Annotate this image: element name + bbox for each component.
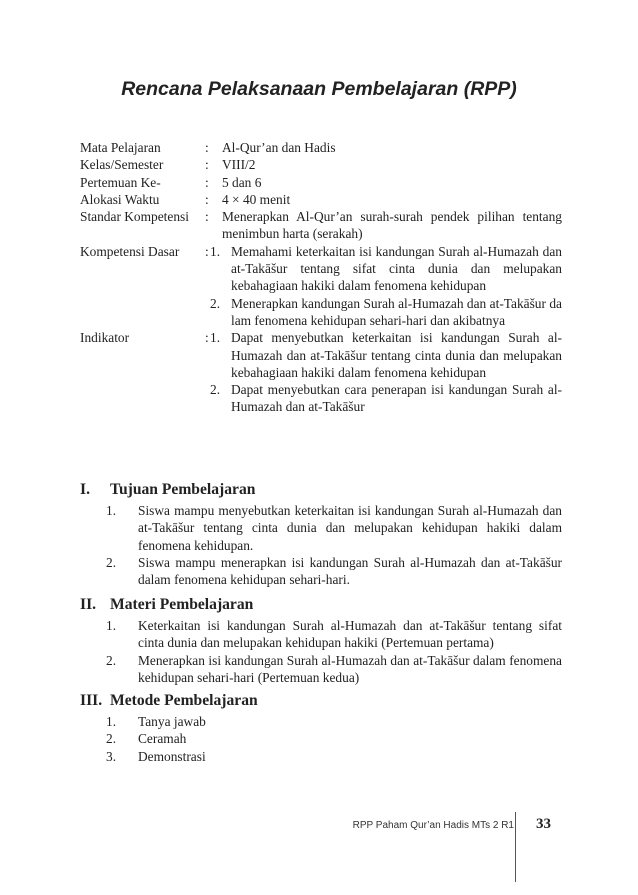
info-value: 5 dan 6 <box>222 174 262 190</box>
list-item-text: Tanya jawab <box>138 714 206 729</box>
section-metode-pembelajaran <box>80 691 562 765</box>
info-colon: : <box>205 191 209 207</box>
list-item <box>80 748 562 765</box>
section-title: Materi Pembelajaran <box>110 596 254 613</box>
info-label: Indikator <box>80 330 130 346</box>
list-item <box>80 730 562 747</box>
info-table <box>80 139 562 416</box>
info-row-standar-kompetensi <box>80 208 562 243</box>
list-item-number: 2. <box>210 382 221 398</box>
info-label: Standar Kompetensi <box>80 209 189 225</box>
info-label: Pertemuan Ke- <box>80 174 161 190</box>
page-title: Rencana Pelaksanaan Pembelajaran (RPP) <box>121 78 517 100</box>
list-item <box>80 713 562 730</box>
list-item-number: 2. <box>106 731 117 747</box>
section-title: Metode Pembelajaran <box>110 692 258 709</box>
list-item-text: Dapat menyebutkan cara penerapan isi kandungan Surah al-Humazah dan at-Takāšur <box>231 382 562 415</box>
list-item-text: Siswa mampu menyebutkan keterkaitan isi kandungan Surah al-Humazah dan at-Takāšur tentang cinta dunia dan melupakan kehidupan hakiki dalam fenomena kehidupan. <box>138 503 562 553</box>
info-value: 4 × 40 menit <box>222 191 291 207</box>
list-item <box>80 554 562 589</box>
list-item-number: 2. <box>106 652 117 668</box>
info-row-indikator <box>80 329 562 415</box>
list-item-number: 1. <box>106 618 117 633</box>
list-item-number: 1. <box>210 330 221 346</box>
section-items <box>80 502 562 588</box>
info-value: Menerapkan Al-Qur’an surah-surah pendek pilihan tentang menimbun harta (serakah) <box>222 209 562 242</box>
info-colon: : <box>205 174 209 190</box>
section-items <box>80 617 562 686</box>
list-item-number: 1. <box>210 243 221 259</box>
kompetensi-dasar-list <box>210 243 562 329</box>
list-item-number: 3. <box>106 748 117 764</box>
info-row-kelas-semester <box>80 156 562 173</box>
info-colon: : <box>205 209 209 225</box>
info-value: VIII/2 <box>222 157 256 173</box>
list-item-number: 2. <box>210 295 221 311</box>
indikator-list <box>210 329 562 415</box>
section-heading <box>80 595 562 615</box>
section-title: Tujuan Pembelajaran <box>110 481 256 498</box>
footer-running-title: RPP Paham Qur’an Hadis MTs 2 R1 <box>352 820 514 831</box>
info-label: Kelas/Semester <box>80 157 164 173</box>
info-label: Alokasi Waktu <box>80 191 160 207</box>
info-row-kompetensi-dasar <box>80 243 562 329</box>
list-item-text: Ceramah <box>138 731 187 747</box>
list-item-text: Menerapkan isi kandungan Surah al-Humazah dan at-Takāšur dalam fenomena kehidupan sehari-hari (Pertemuan kedua) <box>138 652 562 685</box>
list-item-text: Keterkaitan isi kandungan Surah al-Humazah dan at-Takāšur tentang sifat cinta dunia dan melupakan kehidupan hakiki (Pertemuan pertama) <box>138 618 562 651</box>
section-numeral: I. <box>80 481 90 498</box>
info-label: Mata Pelajaran <box>80 140 161 155</box>
list-item <box>210 329 562 381</box>
info-row-alokasi-waktu <box>80 191 562 208</box>
list-item-number: 1. <box>106 503 117 518</box>
info-value: Al-Qur’an dan Hadis <box>222 140 336 155</box>
footer-divider <box>515 812 516 882</box>
info-colon: : <box>205 157 209 173</box>
list-item <box>80 617 562 652</box>
list-item-number: 2. <box>106 554 117 570</box>
list-item-text: Menerapkan kandungan Surah al-Humazah dan at-Takāšur da lam fenomena kehidupan sehari-hari dan akibatnya <box>231 295 562 328</box>
section-materi-pembelajaran <box>80 595 562 686</box>
info-colon: : <box>205 243 209 259</box>
page-number: 33 <box>536 816 551 832</box>
info-row-pertemuan <box>80 174 562 191</box>
list-item <box>80 502 562 554</box>
info-colon: : <box>205 140 209 155</box>
info-label: Kompetensi Dasar <box>80 243 180 259</box>
section-numeral: II. <box>80 596 97 613</box>
list-item <box>210 243 562 295</box>
list-item-number: 1. <box>106 714 117 729</box>
info-row-mata-pelajaran <box>80 139 562 156</box>
list-item-text: Memahami keterkaitan isi kandungan Surah al-Humazah dan at-Takāšur tentang sifat cinta dunia dan melupakan kebahagiaan hakiki dalam fenomena kehidupan <box>231 243 562 294</box>
list-item <box>80 652 562 687</box>
list-item-text: Dapat menyebutkan keterkaitan isi kandungan Surah al-Humazah dan at-Takāšur tentang cinta dunia dan melupakan kebahagiaan hakiki dalam fenomena kehidupan <box>231 330 562 380</box>
list-item <box>210 381 562 416</box>
section-numeral: III. <box>80 692 103 709</box>
section-tujuan-pembelajaran <box>80 480 562 588</box>
list-item-text: Demonstrasi <box>138 748 206 764</box>
section-heading <box>80 691 562 711</box>
section-heading <box>80 480 562 500</box>
info-colon: : <box>205 330 209 346</box>
list-item-text: Siswa mampu menerapkan isi kandungan Surah al-Humazah dan at-Takāšur dalam fenomena kehidupan sehari-hari. <box>138 554 562 588</box>
list-item <box>210 295 562 330</box>
section-items <box>80 713 562 765</box>
